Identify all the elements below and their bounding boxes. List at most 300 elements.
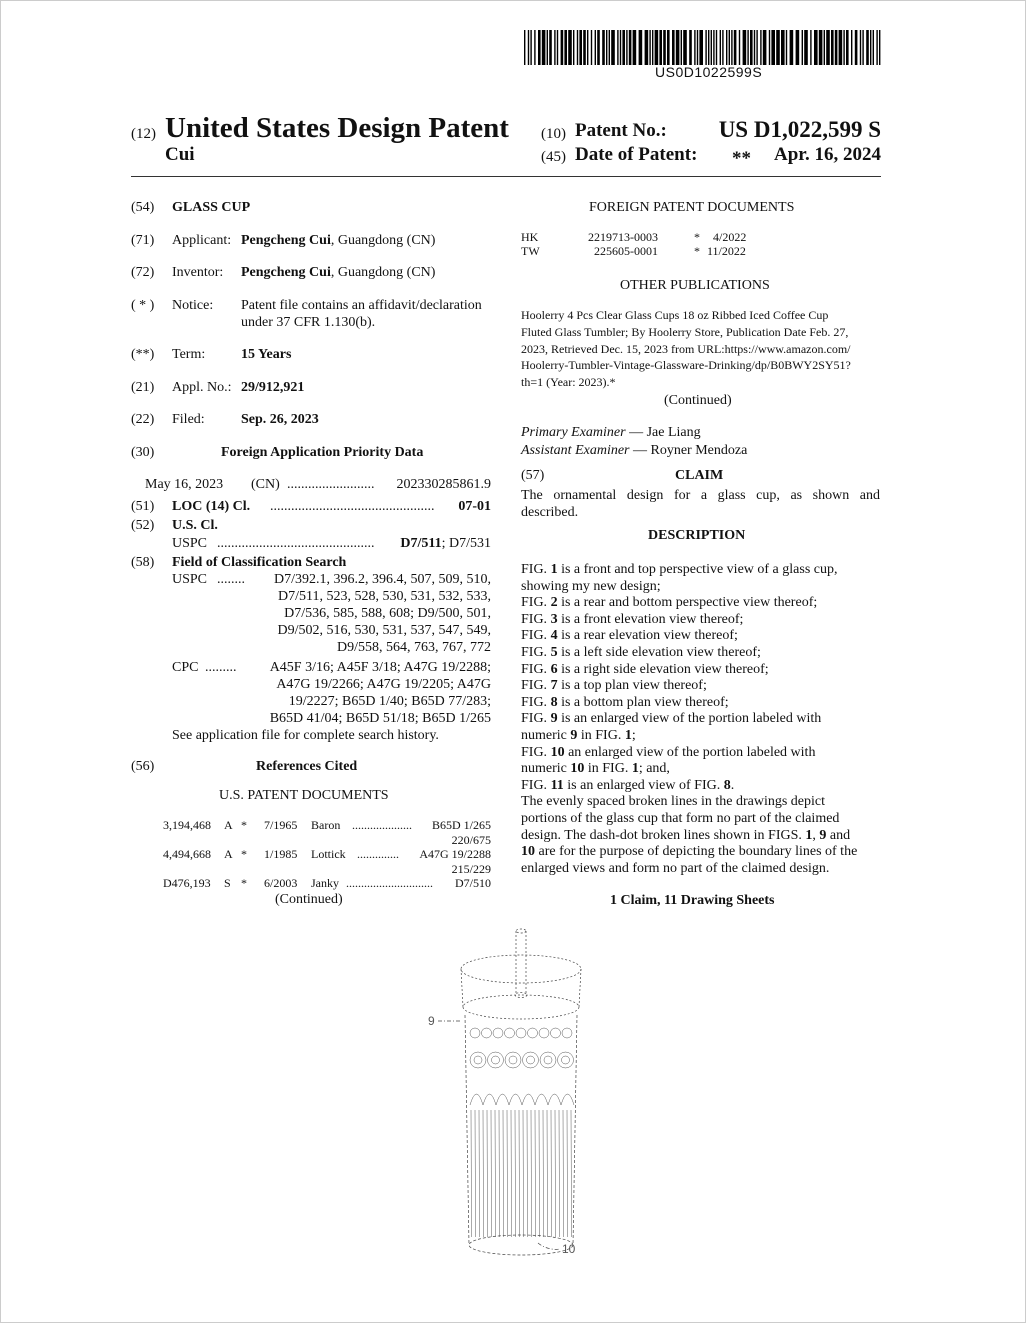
cup-flute	[535, 1110, 536, 1237]
search-uspc-line: D9/502, 516, 530, 531, 537, 547, 549,	[277, 623, 491, 638]
cup-flute	[491, 1110, 492, 1237]
cup-arch	[483, 1094, 496, 1105]
ref-name: Baron	[311, 818, 341, 832]
description-line	[521, 844, 857, 861]
code-71: (71)	[131, 233, 155, 248]
ref-name: Lottick	[311, 847, 346, 861]
ref-date: 1/1985	[264, 847, 298, 861]
cup-flute	[507, 1110, 508, 1237]
other-publications-heading: OTHER PUBLICATIONS	[620, 278, 770, 293]
assistant-examiner	[521, 443, 747, 459]
glass-cup-drawing	[420, 925, 600, 1265]
term-code: (**)	[131, 347, 155, 362]
description-text: is a front and top perspective view of a glass cup,	[557, 562, 838, 577]
ref-class: D7/510	[455, 876, 491, 890]
description-text: showing my new design;	[521, 578, 661, 594]
code-45: (45)	[541, 149, 566, 165]
search-cpc-label: CPC	[172, 660, 199, 675]
cup-medallion	[523, 1052, 539, 1068]
barcode-bar	[667, 30, 670, 65]
primary-examiner-label: Primary Examiner	[521, 425, 626, 440]
barcode-bar	[663, 30, 666, 65]
barcode-bar	[557, 30, 558, 65]
filed-value: Sep. 26, 2023	[241, 412, 319, 427]
patent-type-title: United States Design Patent	[165, 112, 509, 144]
us-patent-docs-heading: U.S. PATENT DOCUMENTS	[219, 788, 389, 803]
cup-medallion-core	[562, 1056, 570, 1064]
figure-number: 1	[624, 728, 632, 743]
loc-dots: ...............................................	[270, 499, 435, 514]
description-text: FIG.	[521, 777, 551, 793]
inventor-label: Inventor:	[172, 265, 224, 280]
cup-medallion-core	[492, 1056, 500, 1064]
inventor-value	[241, 265, 435, 281]
ref-star: *	[241, 876, 247, 890]
search-cpc-line: B65D 41/04; B65D 51/18; B65D 1/265	[269, 711, 491, 726]
other-publication-line: Hoolerry-Tumbler-Vintage-Glassware-Drinking/dp/B0BWY2SY51?	[521, 358, 851, 372]
cup-flute	[543, 1110, 544, 1237]
description-text: ;	[631, 728, 636, 743]
cup-medallion	[505, 1052, 521, 1068]
description-text: design. The dash-dot broken lines shown in FIGS.	[521, 827, 806, 843]
barcode-bar	[633, 30, 637, 65]
cup-medallion-core	[527, 1056, 535, 1064]
barcode-bar	[583, 30, 586, 65]
barcode-bar	[796, 30, 800, 65]
description-line	[521, 728, 636, 745]
barcode-bar	[611, 30, 615, 65]
barcode-bar	[602, 30, 605, 65]
description-text: is an enlarged view of the portion labeled with	[557, 711, 822, 727]
description-line	[521, 562, 837, 579]
description-text: ,	[812, 827, 820, 843]
code-72: (72)	[131, 265, 155, 280]
cup-arch	[535, 1094, 548, 1105]
barcode-bar	[729, 30, 730, 65]
cup-medallion-core	[509, 1056, 517, 1064]
barcode-bar	[870, 30, 871, 65]
date-of-patent: Apr. 16, 2024	[774, 144, 881, 165]
cup-flute	[563, 1110, 564, 1237]
description-text: FIG.	[521, 694, 551, 710]
figure-number: 1	[550, 562, 558, 577]
search-cpc-line: 19/2227; B65D 1/40; B65D 77/283;	[288, 694, 491, 709]
term-value: 15 Years	[241, 347, 292, 362]
cup-flute	[551, 1110, 552, 1237]
claim-line: The ornamental design for a glass cup, as shown and	[521, 488, 880, 503]
inventor-place: , Guangdong (CN)	[330, 265, 436, 280]
ref-date: 7/1965	[264, 818, 298, 832]
figure-number: 11	[550, 777, 564, 793]
description-text: FIG.	[521, 595, 551, 611]
cup-flute	[483, 1110, 484, 1237]
barcode-bar	[754, 30, 755, 65]
cup-scallop	[470, 1028, 480, 1038]
primary-examiner-sep: —	[625, 425, 647, 440]
assistant-examiner-label: Assistant Examiner	[521, 443, 630, 458]
barcode-bar	[573, 30, 574, 65]
barcode-bar	[672, 30, 675, 65]
code-56: (56)	[131, 759, 155, 774]
cup-flute	[471, 1110, 472, 1237]
barcode-bar	[697, 30, 698, 65]
cup-flute	[519, 1110, 520, 1237]
barcode-bar	[676, 30, 680, 65]
figure-number: 8	[550, 694, 558, 710]
description-text: ; and,	[638, 761, 670, 777]
priority-heading: Foreign Application Priority Data	[221, 445, 424, 460]
barcode-bar	[769, 30, 770, 65]
patent-no-label: Patent No.:	[575, 120, 667, 141]
code-51: (51)	[131, 499, 155, 514]
barcode-bar	[831, 30, 834, 65]
barcode-bar	[726, 30, 727, 65]
cup-flute	[523, 1110, 524, 1237]
cup-medallion	[470, 1052, 486, 1068]
foreign-docs-heading: FOREIGN PATENT DOCUMENTS	[589, 200, 795, 215]
foreign-star: *	[694, 244, 700, 258]
figure-number: 10	[521, 844, 535, 860]
cup-scallop	[539, 1028, 549, 1038]
description-text: in FIG.	[584, 761, 632, 777]
barcode-bar	[826, 30, 830, 65]
cup-arch	[522, 1094, 535, 1105]
barcode-bar	[722, 30, 723, 65]
cup-flute	[487, 1110, 488, 1237]
loc-label: LOC (14) Cl.	[172, 499, 251, 514]
description-line	[521, 778, 734, 795]
barcode-bar	[524, 30, 525, 65]
ref-dots: ..............	[357, 847, 399, 861]
description-line	[521, 645, 761, 662]
barcode-bar	[747, 30, 748, 65]
description-line	[521, 761, 670, 778]
priority-country: (CN)	[251, 477, 280, 492]
barcode-bar	[568, 30, 572, 65]
assistant-examiner-sep: —	[629, 443, 651, 458]
ref-kind: A	[224, 818, 233, 832]
figure-number: 1	[631, 761, 639, 777]
description-line	[521, 861, 829, 878]
barcode-bar	[694, 30, 695, 65]
figure-number: 9	[570, 728, 578, 743]
ref-number: 3,194,468	[163, 818, 211, 832]
cup-arch	[561, 1094, 574, 1105]
barcode-bar	[866, 30, 869, 65]
barcode-bar	[705, 30, 706, 65]
description-text: is a rear elevation view thereof;	[557, 628, 738, 644]
figure-number: 10	[550, 744, 565, 760]
us-cl-primary: D7/511	[400, 536, 442, 551]
notice-label: Notice:	[172, 298, 214, 313]
appl-no-value: 29/912,921	[241, 380, 305, 395]
ref-star: *	[241, 847, 247, 861]
barcode-bar	[846, 30, 849, 65]
description-line	[521, 628, 738, 645]
barcode-bar	[639, 30, 643, 65]
barcode-bar	[750, 30, 753, 65]
barcode-bar	[760, 30, 761, 65]
barcode-bar	[579, 30, 582, 65]
figure-number: 5	[550, 645, 558, 660]
foreign-country: HK	[521, 230, 539, 244]
code-12: (12)	[131, 126, 156, 142]
description-text: in FIG.	[577, 728, 625, 743]
barcode-bar	[587, 30, 588, 65]
figure-number: 7	[550, 678, 558, 694]
search-uspc-line: D7/392.1, 396.2, 396.4, 507, 509, 510,	[274, 572, 491, 587]
cup-flute	[515, 1110, 516, 1237]
cup-flute	[567, 1110, 568, 1237]
cup-scallop	[493, 1028, 503, 1038]
description-text: FIG.	[521, 661, 551, 677]
filed-label: Filed:	[172, 412, 205, 427]
cup-arch	[509, 1094, 522, 1105]
ref-star: *	[241, 818, 247, 832]
barcode-bar	[756, 30, 757, 65]
barcode-bar	[620, 30, 621, 65]
description-line	[521, 711, 821, 728]
foreign-number: 225605-0001	[594, 244, 658, 258]
description-text: an enlarged view of the portion labeled with	[564, 744, 816, 760]
search-uspc-dots: ........	[217, 572, 245, 587]
description-line	[521, 662, 769, 679]
priority-number: 202330285861.9	[396, 477, 491, 492]
applicant-value	[241, 233, 435, 249]
code-21: (21)	[131, 380, 155, 395]
figure-number: 3	[550, 611, 558, 627]
cup-arch	[470, 1094, 483, 1105]
description-text: FIG.	[521, 645, 551, 660]
description-text: is an enlarged view of FIG.	[563, 777, 724, 793]
title-value: GLASS CUP	[172, 200, 251, 215]
barcode-bar	[561, 30, 564, 65]
search-cpc-dots: .........	[205, 660, 237, 675]
applicant-place: , Guangdong (CN)	[330, 233, 436, 248]
loc-value: 07-01	[458, 499, 491, 514]
references-continued: (Continued)	[275, 892, 343, 907]
other-publication-line: Fluted Glass Tumbler; By Hoolerry Store, Publication Date Feb. 27,	[521, 325, 849, 339]
ref-kind: S	[224, 876, 231, 890]
cup-flute	[555, 1110, 556, 1237]
description-text: is a left side elevation view thereof;	[557, 645, 761, 660]
search-history-note: See application file for complete search history.	[172, 728, 439, 743]
barcode-bar	[547, 30, 548, 65]
search-uspc-label: USPC	[172, 572, 208, 587]
notice-code: ( * )	[131, 298, 155, 313]
barcode-bar	[814, 30, 818, 65]
barcode-bar	[655, 30, 659, 65]
description-text: enlarged views and form no part of the claimed design.	[521, 860, 830, 876]
description-line	[521, 612, 743, 629]
barcode-bar	[622, 30, 625, 65]
barcode-bar	[851, 30, 852, 65]
barcode-bar	[860, 30, 861, 65]
barcode-bar	[804, 30, 808, 65]
barcode-number: US0D1022599S	[655, 64, 763, 80]
ref-class: A47G 19/2288	[419, 847, 491, 861]
description-text: numeric	[521, 761, 571, 777]
header-rule	[131, 176, 881, 177]
barcode-bar	[699, 30, 703, 65]
description-line	[521, 695, 729, 712]
code-30: (30)	[131, 445, 155, 460]
description-text: numeric	[521, 728, 571, 743]
us-cl-rest: ; D7/531	[441, 536, 491, 551]
barcode-bar	[528, 30, 529, 65]
description-text: FIG.	[521, 678, 551, 694]
ref-dots: ....................	[352, 818, 412, 832]
code-54: (54)	[131, 200, 155, 215]
claim-line: described.	[521, 505, 579, 520]
cup-flute	[559, 1110, 560, 1237]
figure-number: 9	[550, 711, 558, 727]
description-text: is a top plan view thereof;	[557, 678, 707, 694]
us-cl-dots: .............................................	[217, 536, 375, 551]
cup-flute	[511, 1110, 512, 1237]
barcode-bar	[554, 30, 555, 65]
barcode-bar	[716, 30, 717, 65]
drawing-label-9: 9	[428, 1014, 435, 1028]
figure-number: 6	[550, 661, 558, 677]
cup-flute	[539, 1110, 540, 1237]
code-57: (57)	[521, 468, 545, 483]
barcode-bar	[862, 30, 863, 65]
barcode-bar	[629, 30, 632, 65]
description-line	[521, 828, 850, 845]
barcode-bar	[649, 30, 650, 65]
description-text: is a bottom plan view thereof;	[557, 694, 729, 710]
ref-number: D476,193	[163, 876, 211, 890]
description-text: .	[730, 777, 735, 793]
priority-date: May 16, 2023	[145, 477, 224, 492]
primary-examiner	[521, 425, 701, 441]
search-uspc-line: D7/511, 523, 528, 530, 531, 532, 533,	[278, 589, 491, 604]
description-text: portions of the glass cup that form no part of the claimed	[521, 811, 840, 826]
ref-class-2: 220/675	[451, 833, 491, 847]
search-cpc-line: A47G 19/2266; A47G 19/2205; A47G	[276, 677, 491, 692]
notice-line-1: Patent file contains an affidavit/declaration	[241, 298, 482, 313]
assistant-examiner-name: Royner Mendoza	[650, 443, 748, 458]
search-cpc-line: A45F 3/16; A45F 3/18; A47G 19/2288;	[269, 660, 491, 675]
barcode-bar	[771, 30, 775, 65]
primary-examiner-name: Jae Liang	[646, 425, 701, 440]
barcode-bar	[542, 30, 546, 65]
barcode-bar	[591, 30, 592, 65]
date-stars: **	[732, 148, 751, 169]
barcode-bar	[873, 30, 874, 65]
cup-medallion	[540, 1052, 556, 1068]
claim-heading: CLAIM	[675, 468, 724, 483]
description-line	[521, 794, 825, 811]
cup-medallion-core	[474, 1056, 482, 1064]
figure-number: 10	[570, 761, 585, 777]
inventor-surname: Cui	[165, 144, 195, 165]
barcode-bar	[843, 30, 844, 65]
barcode-bar	[855, 30, 858, 65]
barcode-bar	[659, 30, 662, 65]
barcode-bar	[606, 30, 607, 65]
figure-number: 8	[723, 777, 731, 793]
cup-medallion	[488, 1052, 504, 1068]
barcode-bar	[549, 30, 552, 65]
cup-flute	[571, 1110, 572, 1237]
claims-sheets-summary: 1 Claim, 11 Drawing Sheets	[610, 893, 775, 908]
applicant-name: Pengcheng Cui	[241, 233, 331, 248]
ref-dots: .............................	[346, 876, 433, 890]
other-publication-line: Hoolerry 4 Pcs Clear Glass Cups 18 oz Ribbed Iced Coffee Cup	[521, 308, 829, 322]
figure-number: 4	[550, 628, 558, 644]
figure-number: 9	[819, 827, 827, 843]
barcode-bar	[609, 30, 610, 65]
barcode-bar	[720, 30, 721, 65]
barcode-bar	[839, 30, 843, 65]
ref-number: 4,494,668	[163, 847, 211, 861]
description-text: FIG.	[521, 711, 551, 727]
code-52: (52)	[131, 518, 155, 533]
barcode-bar	[819, 30, 823, 65]
cup-scallop	[516, 1028, 526, 1038]
description-text: are for the purpose of depicting the boundary lines of the	[535, 844, 858, 860]
barcode-bar	[564, 30, 567, 65]
ref-name: Janky	[311, 876, 339, 890]
patent-number: US D1,022,599 S	[718, 117, 881, 142]
appl-no-label: Appl. No.:	[172, 380, 232, 395]
barcode-bar	[734, 30, 737, 65]
barcode-bar	[597, 30, 600, 65]
cup-medallion	[558, 1052, 574, 1068]
barcode-bar	[708, 30, 709, 65]
description-text: is a rear and bottom perspective view thereof;	[557, 595, 818, 611]
cup-flute	[503, 1110, 504, 1237]
foreign-country: TW	[521, 244, 540, 258]
description-line	[521, 579, 661, 596]
barcode-bar	[645, 30, 649, 65]
cup-flute	[495, 1110, 496, 1237]
cup-flute	[527, 1110, 528, 1237]
foreign-date: 4/2022	[713, 230, 747, 244]
barcode-bar	[739, 30, 740, 65]
barcode-bar	[790, 30, 794, 65]
figure-number: 2	[550, 595, 558, 611]
barcode-bar	[617, 30, 618, 65]
other-publication-line: th=1 (Year: 2023).*	[521, 375, 616, 389]
cup-scallop	[562, 1028, 572, 1038]
cup-scallop	[528, 1028, 538, 1038]
barcode-bar	[786, 30, 787, 65]
us-cl-uspc-label: USPC	[172, 536, 208, 551]
barcode-bar	[626, 30, 627, 65]
cup-scallop	[551, 1028, 561, 1038]
description-text: is a right side elevation view thereof;	[557, 661, 769, 677]
cup-arch	[548, 1094, 561, 1105]
code-10: (10)	[541, 126, 566, 142]
search-heading: Field of Classification Search	[172, 555, 347, 570]
priority-dots: .........................	[287, 477, 375, 492]
other-publication-line: 2023, Retrieved Dec. 15, 2023 from URL:https://www.amazon.com/	[521, 342, 851, 356]
barcode-bar	[743, 30, 747, 65]
cup-flute	[547, 1110, 548, 1237]
description-text: FIG.	[521, 562, 551, 577]
search-uspc-line: D7/536, 585, 588, 608; D9/500, 501,	[284, 606, 491, 621]
description-heading: DESCRIPTION	[648, 528, 746, 543]
barcode-bar	[534, 30, 535, 65]
barcode-bar	[824, 30, 825, 65]
barcode-bar	[577, 30, 578, 65]
barcode-bar	[683, 30, 687, 65]
ref-date: 6/2003	[264, 876, 298, 890]
description-line	[521, 678, 707, 695]
